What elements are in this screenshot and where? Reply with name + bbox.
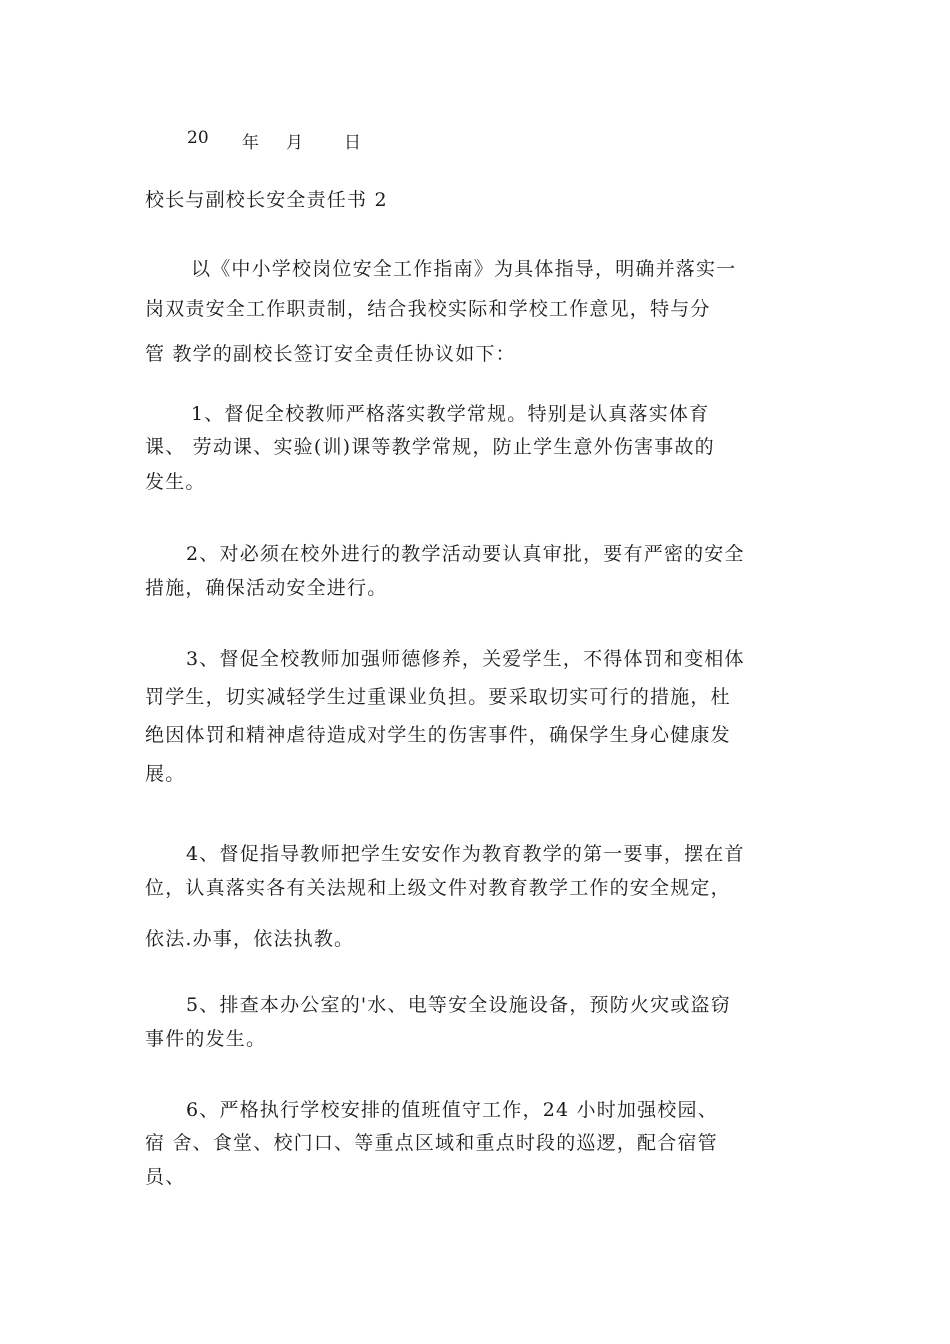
date-day-label: 日 (344, 133, 361, 153)
clause-2-line: 措施，确保活动安全进行。 (145, 577, 388, 599)
date-year-label: 年 (242, 133, 259, 153)
date-year-prefix: 20 (187, 128, 209, 148)
clause-1-line: 1、督促全校教师严格落实教学常规。特别是认真落实体育 (191, 403, 710, 425)
document-title: 校长与副校长安全责任书 2 (145, 189, 388, 211)
clause-3-line: 绝因体罚和精神虐待造成对学生的伤害事件，确保学生身心健康发 (145, 724, 731, 746)
clause-6-line: 宿 舍、食堂、校门口、等重点区域和重点时段的巡逻，配合宿管 (145, 1132, 718, 1154)
clause-1-line: 发生。 (145, 471, 206, 493)
date-line (145, 128, 445, 156)
clause-5-line: 5、排查本办公室的'水、电等安全设施设备，预防火灾或盗窃 (186, 994, 731, 1016)
clause-3-line: 3、督促全校教师加强师德修养，关爱学生，不得体罚和变相体 (186, 648, 745, 670)
intro-line: 岗双责安全工作职责制，结合我校实际和学校工作意见，特与分 (145, 298, 711, 320)
clause-3-line: 展。 (145, 763, 186, 785)
clause-1-line: 课、 劳动课、实验(训)课等教学常规，防止学生意外伤害事故的 (145, 436, 715, 458)
clause-6-line: 6、严格执行学校安排的值班值守工作，24 小时加强校园、 (186, 1099, 718, 1121)
clause-3-line: 罚学生，切实减轻学生过重课业负担。要采取切实可行的措施，杜 (145, 686, 731, 708)
intro-line: 管 教学的副校长签订安全责任协议如下： (145, 343, 516, 365)
clause-2-line: 2、对必须在校外进行的教学活动要认真审批，要有严密的安全 (186, 543, 745, 565)
clause-5-line: 事件的发生。 (145, 1028, 267, 1050)
clause-6-line: 员、 (145, 1166, 186, 1188)
clause-4-line: 位，认真落实各有关法规和上级文件对教育教学工作的安全规定， (145, 877, 731, 899)
date-month-label: 月 (286, 133, 303, 153)
intro-line: 以《中小学校岗位安全工作指南》为具体指导，明确并落实一 (191, 258, 737, 280)
clause-4-line: 依法.办事，依法执教。 (145, 928, 355, 950)
clause-4-line: 4、督促指导教师把学生安安作为教育教学的第一要事，摆在首 (186, 843, 745, 865)
